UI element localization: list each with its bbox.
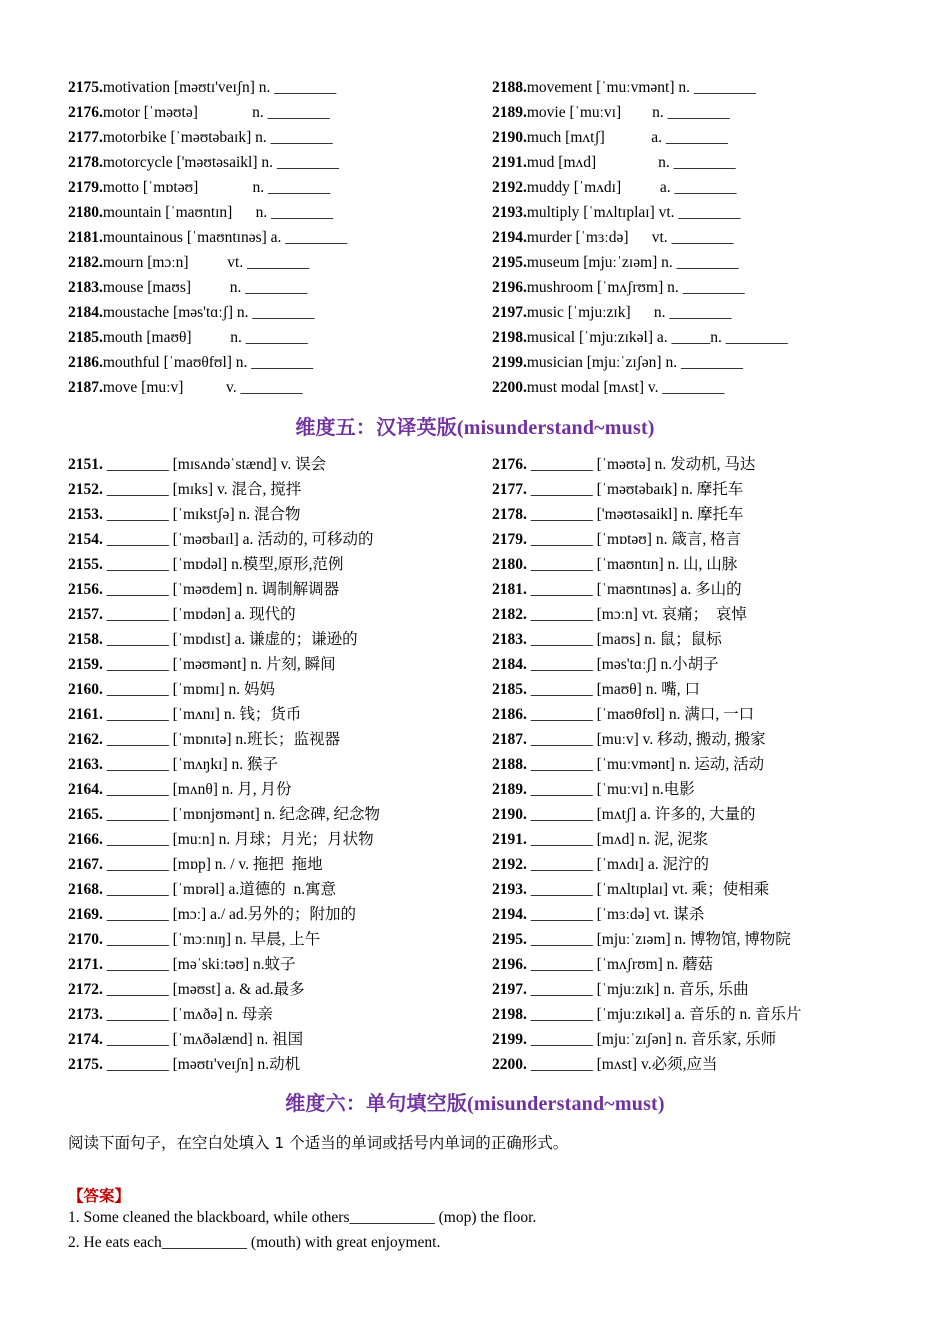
- entry-number: 2183.: [492, 631, 527, 648]
- vocab-entry: [492, 100, 932, 125]
- vocab-entry: [492, 325, 932, 350]
- entry-number: 2175.: [68, 79, 103, 96]
- entry-text: ________ [ˈmɒdɪst] a. 谦虚的；谦逊的: [102, 631, 358, 648]
- vocab-entry: [492, 677, 932, 702]
- entry-number: 2190.: [492, 806, 527, 823]
- entry-number: 2179.: [492, 531, 527, 548]
- entry-text: much [mʌtʃ] a. ________: [526, 129, 728, 146]
- entry-text: mushroom [ˈmʌʃrʊm] n. ________: [526, 279, 745, 296]
- entry-text: ________ [mɪsʌndəˈstænd] v. 误会: [102, 456, 327, 473]
- entry-number: 2192.: [492, 179, 527, 196]
- entry-number: 2175.: [68, 1056, 103, 1073]
- entry-number: 2193.: [492, 204, 527, 221]
- entry-number: 2183.: [68, 279, 103, 296]
- entry-number: 2176.: [492, 456, 527, 473]
- vocab-entry: [492, 977, 932, 1002]
- entry-text: ________ [ˈmɜːdə] vt. 谋杀: [526, 906, 705, 923]
- entry-text: ________ [ˈmɒrəl] a.道德的 n.寓意: [102, 881, 337, 898]
- entry-number: 2190.: [492, 129, 527, 146]
- vocab-entry: [68, 275, 488, 300]
- entry-number: 2167.: [68, 856, 103, 873]
- entry-text: motivation [məʊtɪ'veɪʃn] n. ________: [102, 79, 337, 96]
- entry-number: 2186.: [68, 354, 103, 371]
- vocab-entry: [68, 602, 488, 627]
- entry-number: 2163.: [68, 756, 103, 773]
- vocab-entry: [492, 275, 932, 300]
- entry-number: 2170.: [68, 931, 103, 948]
- vocab-entry: [68, 702, 488, 727]
- entry-text: multiply [ˈmʌltɪplaɪ] vt. ________: [526, 204, 741, 221]
- vocab-entry: [492, 1002, 932, 1027]
- entry-number: 2161.: [68, 706, 103, 723]
- vocab-entry: [492, 927, 932, 952]
- entry-text: ________ [ˈmʌðə] n. 母亲: [102, 1006, 273, 1023]
- vocab-entry: [68, 200, 488, 225]
- entry-number: 2153.: [68, 506, 103, 523]
- entry-text: muddy [ˈmʌdɪ] a. ________: [526, 179, 737, 196]
- entry-number: 2188.: [492, 79, 527, 96]
- entry-text: ________ [ˈmʌnɪ] n. 钱；货币: [102, 706, 302, 723]
- vocab-entry: [492, 477, 932, 502]
- entry-number: 2200.: [492, 379, 527, 396]
- entry-number: 2165.: [68, 806, 103, 823]
- entry-text: ________ [mʌnθ] n. 月, 月份: [102, 781, 292, 798]
- vocab-entry: [68, 150, 488, 175]
- vocab-entry: [68, 452, 488, 477]
- entry-number: 2152.: [68, 481, 103, 498]
- vocab-entry: [492, 350, 932, 375]
- entry-text: ________ [ˈmɒnjʊmənt] n. 纪念碑, 纪念物: [102, 806, 380, 823]
- entry-text: ________ [ˈmɒnɪtə] n.班长；监视器: [102, 731, 341, 748]
- entry-number: 2195.: [492, 254, 527, 271]
- entry-number: 2193.: [492, 881, 527, 898]
- entry-text: music [ˈmjuːzɪk] n. ________: [526, 304, 732, 321]
- vocab-entry: [492, 75, 932, 100]
- entry-text: ________ [ˈmʌdɪ] a. 泥泞的: [526, 856, 709, 873]
- question-2: 2. He eats each___________ (mouth) with great enjoyment.: [68, 1234, 441, 1251]
- entry-text: ________ [ˈmɪkstʃə] n. 混合物: [102, 506, 301, 523]
- question-1: 1. Some cleaned the blackboard, while others___________ (mop) the floor.: [68, 1209, 537, 1226]
- entry-number: 2187.: [68, 379, 103, 396]
- entry-text: ________ [ˈmaʊθfʊl] n. 满口, 一口: [526, 706, 755, 723]
- entry-number: 2194.: [492, 229, 527, 246]
- entry-number: 2194.: [492, 906, 527, 923]
- entry-number: 2155.: [68, 556, 103, 573]
- entry-number: 2178.: [492, 506, 527, 523]
- vocab-entry: [68, 1052, 488, 1077]
- entry-number: 2182.: [492, 606, 527, 623]
- vocab-entry: [492, 300, 932, 325]
- entry-number: 2174.: [68, 1031, 103, 1048]
- entry-number: 2177.: [68, 129, 103, 146]
- section2-right-column: [492, 452, 932, 1077]
- vocab-entry: [68, 752, 488, 777]
- entry-number: 2192.: [492, 856, 527, 873]
- entry-text: ________ [ˈmʌltɪplaɪ] vt. 乘；使相乘: [526, 881, 770, 898]
- entry-number: 2191.: [492, 831, 527, 848]
- entry-number: 2168.: [68, 881, 103, 898]
- vocab-entry: [68, 1027, 488, 1052]
- entry-text: ________ [mʌtʃ] a. 许多的, 大量的: [526, 806, 756, 823]
- entry-number: 2162.: [68, 731, 103, 748]
- entry-text: ________ [ˈməʊdem] n. 调制解调器: [102, 581, 340, 598]
- entry-text: ________ [ˈmjuːzɪkəl] a. 音乐的 n. 音乐片: [526, 1006, 802, 1023]
- entry-text: musical [ˈmjuːzɪkəl] a. _____n. ________: [526, 329, 788, 346]
- entry-text: ________ [ˈmʌðəlænd] n. 祖国: [102, 1031, 304, 1048]
- entry-text: ________ [ˈmɒdəl] n.模型,原形,范例: [102, 556, 344, 573]
- vocab-entry: [68, 852, 488, 877]
- vocab-entry: [492, 552, 932, 577]
- vocab-entry: [68, 777, 488, 802]
- vocab-entry: [492, 652, 932, 677]
- entry-text: ________ ['məʊtəsaikl] n. 摩托车: [526, 506, 744, 523]
- vocab-entry: [68, 927, 488, 952]
- vocab-entry: [68, 502, 488, 527]
- vocab-entry: [68, 877, 488, 902]
- entry-text: ________ [ˈməʊtəbaɪk] n. 摩托车: [526, 481, 744, 498]
- entry-number: 2178.: [68, 154, 103, 171]
- entry-text: ________ [ˈmʌʃrʊm] n. 蘑菇: [526, 956, 714, 973]
- entry-number: 2191.: [492, 154, 527, 171]
- vocab-entry: [492, 877, 932, 902]
- vocab-entry: [68, 527, 488, 552]
- instruction-text: 阅读下面句子，在空白处填入 1 个适当的单词或括号内单词的正确形式。: [68, 1134, 569, 1152]
- entry-number: 2196.: [492, 279, 527, 296]
- section1-left-column: [68, 75, 488, 400]
- entry-text: movement [ˈmuːvmənt] n. ________: [526, 79, 756, 96]
- entry-text: ________ [ˈməʊtə] n. 发动机, 马达: [526, 456, 756, 473]
- entry-text: ________ [maʊθ] n. 嘴, 口: [526, 681, 700, 698]
- vocab-entry: [68, 175, 488, 200]
- entry-text: ________ [maʊs] n. 鼠；鼠标: [526, 631, 722, 648]
- vocab-entry: [492, 1052, 932, 1077]
- entry-number: 2185.: [68, 329, 103, 346]
- vocab-entry: [492, 952, 932, 977]
- entry-number: 2151.: [68, 456, 103, 473]
- vocab-entry: [492, 125, 932, 150]
- entry-text: ________ [mɔːn] vt. 哀痛； 哀悼: [526, 606, 747, 623]
- entry-number: 2197.: [492, 981, 527, 998]
- entry-number: 2184.: [492, 656, 527, 673]
- entry-number: 2200.: [492, 1056, 527, 1073]
- vocab-entry: [68, 300, 488, 325]
- vocab-entry: [68, 350, 488, 375]
- entry-number: 2157.: [68, 606, 103, 623]
- entry-text: mountainous [ˈmaʊntɪnəs] a. ________: [102, 229, 348, 246]
- entry-number: 2172.: [68, 981, 103, 998]
- entry-text: mouth [maʊθ] n. ________: [102, 329, 308, 346]
- entry-text: ________ [muːv] v. 移动, 搬动, 搬家: [526, 731, 766, 748]
- entry-text: ________ [ˈməʊmənt] n. 片刻, 瞬间: [102, 656, 336, 673]
- heading-dimension-five: 维度五：汉译英版(misunderstand~must): [295, 417, 655, 439]
- entry-number: 2181.: [492, 581, 527, 598]
- vocab-entry: [492, 777, 932, 802]
- entry-text: movie [ˈmuːvɪ] n. ________: [526, 104, 730, 121]
- vocab-entry: [68, 977, 488, 1002]
- entry-text: mourn [mɔːn] vt. ________: [102, 254, 310, 271]
- entry-number: 2180.: [68, 204, 103, 221]
- entry-number: 2173.: [68, 1006, 103, 1023]
- vocab-entry: [68, 577, 488, 602]
- entry-text: ________ [mɪks] v. 混合, 搅拌: [102, 481, 302, 498]
- entry-text: ________ [məʊst] a. & ad.最多: [102, 981, 305, 998]
- entry-number: 2171.: [68, 956, 103, 973]
- vocab-entry: [68, 952, 488, 977]
- entry-text: ________ [mɔː] a./ ad.另外的；附加的: [102, 906, 357, 923]
- vocab-entry: [492, 225, 932, 250]
- entry-text: ________ [mjuːˈzɪəm] n. 博物馆, 博物院: [526, 931, 791, 948]
- entry-text: ________ [mʌd] n. 泥, 泥浆: [526, 831, 709, 848]
- entry-text: ________ [ˈmʌŋkɪ] n. 猴子: [102, 756, 279, 773]
- entry-number: 2199.: [492, 354, 527, 371]
- vocab-entry: [68, 727, 488, 752]
- vocab-entry: [68, 652, 488, 677]
- entry-number: 2160.: [68, 681, 103, 698]
- entry-number: 2186.: [492, 706, 527, 723]
- vocab-entry: [68, 827, 488, 852]
- vocab-entry: [68, 477, 488, 502]
- entry-text: ________ [ˈmaʊntɪn] n. 山, 山脉: [526, 556, 738, 573]
- section2-left-column: [68, 452, 488, 1077]
- entry-text: mountain [ˈmaʊntɪn] n. ________: [102, 204, 334, 221]
- entry-text: ________ [məs'tɑːʃ] n.小胡子: [526, 656, 719, 673]
- entry-number: 2176.: [68, 104, 103, 121]
- vocab-entry: [492, 702, 932, 727]
- entry-number: 2158.: [68, 631, 103, 648]
- entry-number: 2189.: [492, 104, 527, 121]
- vocab-entry: [492, 902, 932, 927]
- entry-number: 2196.: [492, 956, 527, 973]
- entry-text: mouthful [ˈmaʊθfʊl] n. ________: [102, 354, 314, 371]
- entry-number: 2177.: [492, 481, 527, 498]
- vocab-entry: [68, 325, 488, 350]
- entry-text: ________ [ˈmɒmɪ] n. 妈妈: [102, 681, 276, 698]
- entry-text: ________ [ˈmuːvmənt] n. 运动, 活动: [526, 756, 765, 773]
- vocab-entry: [68, 902, 488, 927]
- entry-text: museum [mjuːˈzɪəm] n. ________: [526, 254, 739, 271]
- entry-text: ________ [ˈmuːvɪ] n.电影: [526, 781, 695, 798]
- entry-text: ________ [ˈməʊbaɪl] a. 活动的, 可移动的: [102, 531, 374, 548]
- vocab-entry: [492, 602, 932, 627]
- entry-number: 2185.: [492, 681, 527, 698]
- vocab-entry: [68, 677, 488, 702]
- vocab-entry: [68, 375, 488, 400]
- entry-text: motorbike [ˈməʊtəbaɪk] n. ________: [102, 129, 333, 146]
- vocab-entry: [68, 225, 488, 250]
- vocab-entry: [492, 752, 932, 777]
- vocab-entry: [492, 802, 932, 827]
- entry-text: move [muːv] v. ________: [102, 379, 303, 396]
- entry-number: 2164.: [68, 781, 103, 798]
- vocab-entry: [492, 1027, 932, 1052]
- entry-number: 2199.: [492, 1031, 527, 1048]
- vocab-entry: [492, 527, 932, 552]
- entry-text: ________ [ˈmjuːzɪk] n. 音乐, 乐曲: [526, 981, 749, 998]
- heading-dimension-six: 维度六：单句填空版(misunderstand~must): [285, 1093, 665, 1115]
- vocab-entry: [68, 802, 488, 827]
- vocab-entry: [492, 452, 932, 477]
- vocab-entry: [68, 627, 488, 652]
- vocab-entry: [492, 150, 932, 175]
- entry-number: 2197.: [492, 304, 527, 321]
- entry-text: musician [mjuːˈzɪʃən] n. ________: [526, 354, 743, 371]
- entry-text: murder [ˈmɜːdə] vt. ________: [526, 229, 734, 246]
- entry-text: ________ [mʌst] v.必须,应当: [526, 1056, 718, 1073]
- entry-number: 2189.: [492, 781, 527, 798]
- entry-number: 2179.: [68, 179, 103, 196]
- entry-number: 2181.: [68, 229, 103, 246]
- vocab-entry: [492, 852, 932, 877]
- vocab-entry: [68, 552, 488, 577]
- entry-text: mud [mʌd] n. ________: [526, 154, 736, 171]
- entry-number: 2198.: [492, 329, 527, 346]
- vocab-entry: [492, 175, 932, 200]
- vocab-entry: [492, 577, 932, 602]
- entry-text: ________ [məʊtɪ'veɪʃn] n.动机: [102, 1056, 301, 1073]
- entry-number: 2180.: [492, 556, 527, 573]
- entry-number: 2159.: [68, 656, 103, 673]
- entry-text: motorcycle ['məʊtəsaikl] n. ________: [102, 154, 339, 171]
- entry-text: ________ [ˈmaʊntɪnəs] a. 多山的: [526, 581, 742, 598]
- vocab-entry: [492, 375, 932, 400]
- entry-number: 2195.: [492, 931, 527, 948]
- entry-text: ________ [məˈskiːtəʊ] n.蚊子: [102, 956, 296, 973]
- entry-text: ________ [ˈmɒtəʊ] n. 箴言, 格言: [526, 531, 742, 548]
- entry-number: 2154.: [68, 531, 103, 548]
- entry-text: ________ [mjuːˈzɪʃən] n. 音乐家, 乐师: [526, 1031, 777, 1048]
- entry-number: 2198.: [492, 1006, 527, 1023]
- entry-number: 2182.: [68, 254, 103, 271]
- vocab-entry: [68, 125, 488, 150]
- entry-number: 2156.: [68, 581, 103, 598]
- vocab-entry: [68, 75, 488, 100]
- vocab-entry: [492, 727, 932, 752]
- vocab-entry: [492, 627, 932, 652]
- entry-number: 2184.: [68, 304, 103, 321]
- vocab-entry: [68, 1002, 488, 1027]
- vocab-entry: [68, 250, 488, 275]
- entry-text: ________ [mɒp] n. / v. 拖把 拖地: [102, 856, 323, 873]
- vocab-entry: [492, 250, 932, 275]
- answer-label: 【答案】: [68, 1187, 131, 1205]
- vocab-entry: [492, 200, 932, 225]
- entry-text: ________ [ˈmɒdən] a. 现代的: [102, 606, 296, 623]
- entry-number: 2187.: [492, 731, 527, 748]
- section1-right-column: [492, 75, 932, 400]
- entry-text: ________ [ˈmɔːnɪŋ] n. 早晨, 上午: [102, 931, 321, 948]
- entry-text: must modal [mʌst] v. ________: [526, 379, 725, 396]
- vocab-entry: [68, 100, 488, 125]
- entry-number: 2169.: [68, 906, 103, 923]
- entry-number: 2188.: [492, 756, 527, 773]
- entry-text: motor [ˈməʊtə] n. ________: [102, 104, 330, 121]
- entry-text: ________ [muːn] n. 月球；月光；月状物: [102, 831, 374, 848]
- entry-text: moustache [məs'tɑːʃ] n. ________: [102, 304, 315, 321]
- entry-text: mouse [maʊs] n. ________: [102, 279, 308, 296]
- entry-text: motto [ˈmɒtəʊ] n. ________: [102, 179, 331, 196]
- vocab-entry: [492, 502, 932, 527]
- vocab-entry: [492, 827, 932, 852]
- entry-number: 2166.: [68, 831, 103, 848]
